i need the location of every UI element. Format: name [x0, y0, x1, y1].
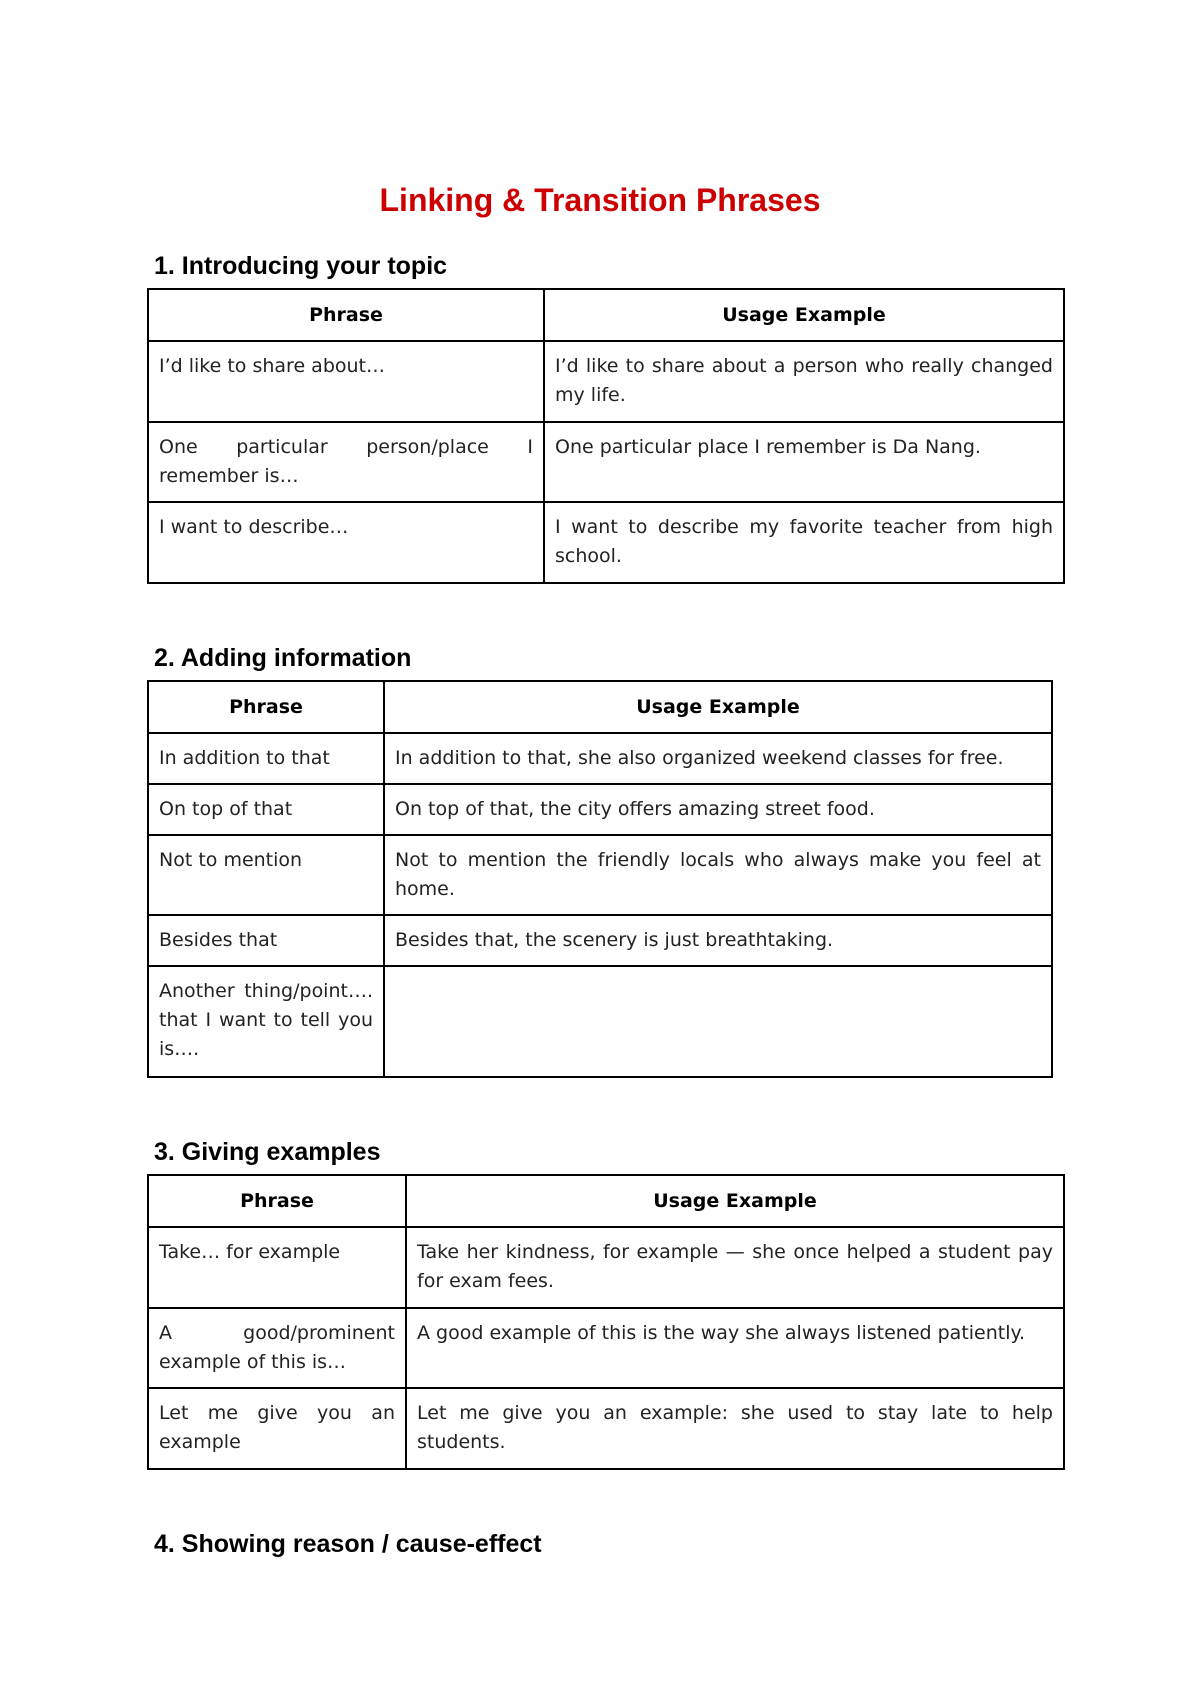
table-row: [148, 1308, 1064, 1388]
phrase-cell: Take… for example: [148, 1227, 406, 1308]
table-giving-examples: [147, 1174, 1065, 1470]
column-header-phrase: Phrase: [148, 289, 544, 341]
phrase-cell: I’d like to share about…: [148, 341, 544, 422]
section-heading-reason-cause-effect: 4. Showing reason / cause-effect: [154, 1530, 542, 1558]
column-header-usage-example: Usage Example: [406, 1175, 1064, 1227]
table-row: [148, 915, 1052, 966]
phrase-cell: Let me give you an example: [148, 1388, 406, 1469]
table-row: [148, 1388, 1064, 1469]
example-cell: On top of that, the city offers amazing street food.: [384, 784, 1052, 835]
example-cell: One particular place I remember is Da Nang.: [544, 422, 1064, 502]
phrase-cell: One particular person/place I remember is…: [148, 422, 544, 502]
table-row: [148, 502, 1064, 583]
table-row: [148, 835, 1052, 915]
example-cell: In addition to that, she also organized weekend classes for free.: [384, 733, 1052, 784]
example-cell: I want to describe my favorite teacher from high school.: [544, 502, 1064, 583]
example-cell: A good example of this is the way she always listened patiently.: [406, 1308, 1064, 1388]
table-header-row: [148, 681, 1052, 733]
column-header-phrase: Phrase: [148, 681, 384, 733]
page-title: Linking & Transition Phrases: [379, 182, 821, 218]
example-cell: Let me give you an example: she used to stay late to help students.: [406, 1388, 1064, 1469]
column-header-phrase: Phrase: [148, 1175, 406, 1227]
table-row: [148, 784, 1052, 835]
section-heading-introducing: 1. Introducing your topic: [154, 252, 448, 280]
example-cell: Take her kindness, for example — she once helped a student pay for exam fees.: [406, 1227, 1064, 1308]
table-row: [148, 341, 1064, 422]
table-header-row: [148, 289, 1064, 341]
phrase-cell: In addition to that: [148, 733, 384, 784]
section-heading-giving-examples: 3. Giving examples: [154, 1138, 381, 1166]
table-row: [148, 966, 1052, 1077]
example-cell: Not to mention the friendly locals who always make you feel at home.: [384, 835, 1052, 915]
phrase-cell: I want to describe…: [148, 502, 544, 583]
table-introducing-topic: [147, 288, 1065, 584]
phrase-cell: A good/prominent example of this is…: [148, 1308, 406, 1388]
phrase-cell: Besides that: [148, 915, 384, 966]
table-row: [148, 733, 1052, 784]
example-cell: Besides that, the scenery is just breathtaking.: [384, 915, 1052, 966]
phrase-cell: On top of that: [148, 784, 384, 835]
table-row: [148, 1227, 1064, 1308]
table-adding-information: [147, 680, 1053, 1078]
table-row: [148, 422, 1064, 502]
example-cell: I’d like to share about a person who really changed my life.: [544, 341, 1064, 422]
phrase-cell: Not to mention: [148, 835, 384, 915]
column-header-usage-example: Usage Example: [544, 289, 1064, 341]
table-header-row: [148, 1175, 1064, 1227]
section-heading-adding-information: 2. Adding information: [154, 644, 412, 672]
column-header-usage-example: Usage Example: [384, 681, 1052, 733]
example-cell: [384, 966, 1052, 1077]
phrase-cell: Another thing/point…. that I want to tell you is….: [148, 966, 384, 1077]
